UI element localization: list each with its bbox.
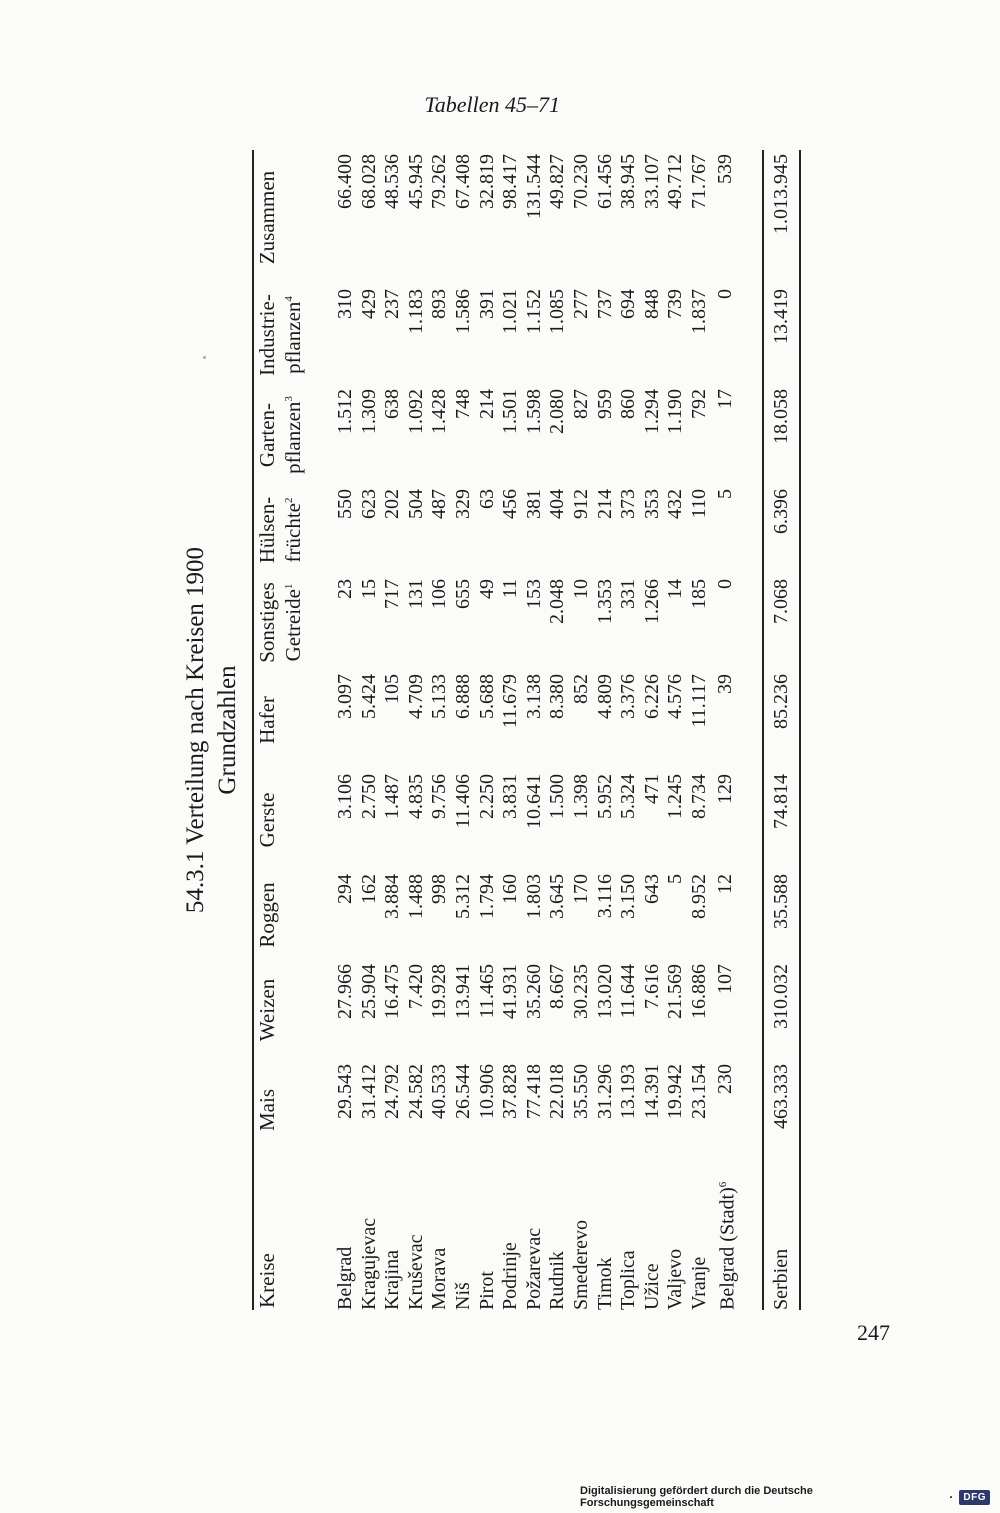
kreis-name: Požarevac [522, 1227, 545, 1310]
table-cell: 131.544 [522, 154, 545, 219]
table-cell: 310 [334, 289, 356, 319]
total-label: Serbien [763, 1160, 801, 1310]
table-cell: 70.230 [569, 154, 592, 209]
table-cell: 277 [569, 289, 592, 319]
table-cell: 230 [713, 1064, 736, 1094]
table-cell: 643 [640, 874, 663, 904]
table-cell: 10.906 [475, 1064, 498, 1119]
column-header [253, 870, 334, 960]
table-cell: 1.428 [428, 389, 451, 434]
table-cell: 49.712 [664, 154, 687, 209]
table-cell: 429 [357, 289, 380, 319]
table-cell: 4.835 [404, 774, 427, 819]
row-label [712, 1160, 740, 1310]
table-cell: 10 [569, 579, 592, 599]
table-cell: 7.616 [640, 964, 663, 1009]
table-cell: 655 [451, 579, 474, 609]
table-cell: 1.190 [664, 389, 687, 434]
table-row [452, 150, 476, 1310]
table-cell: 185 [687, 579, 710, 609]
table-cell: 214 [593, 489, 616, 519]
total-cell: 1.013.945 [763, 150, 801, 285]
table-cell: 77.418 [522, 1064, 545, 1119]
kreis-name: Belgrad [334, 1246, 356, 1310]
table-cell: 2.750 [357, 774, 380, 819]
column-header-label: Gerste [255, 792, 279, 848]
table-cell: 959 [593, 389, 616, 419]
column-header [253, 385, 334, 485]
table-row [334, 150, 358, 1310]
column-header-label: Roggen [255, 882, 279, 948]
table-cell: 4.709 [404, 674, 427, 719]
table-cell: 11.465 [475, 964, 498, 1019]
footnote-marker: 4 [283, 296, 295, 302]
table-row [381, 150, 405, 1310]
table-cell: 3.884 [381, 874, 404, 919]
table-cell: 1.266 [640, 579, 663, 624]
total-cell: 310.032 [763, 960, 801, 1060]
table-cell: 5.324 [617, 774, 640, 819]
table-cell: 504 [404, 489, 427, 519]
table-cell: 456 [499, 489, 522, 519]
table-cell: 66.400 [334, 154, 356, 209]
kreis-name: Smederevo [569, 1220, 592, 1310]
table-row [617, 150, 641, 1310]
column-header-label: Kreise [255, 1253, 279, 1308]
table-cell: 30.235 [569, 964, 592, 1019]
table-cell: 717 [381, 579, 404, 609]
table-body [334, 150, 800, 1310]
table-cell: 1.092 [404, 389, 427, 434]
column-header [253, 485, 334, 575]
page-number: 247 [857, 1320, 890, 1345]
table-row [641, 150, 665, 1310]
table-cell: 550 [334, 489, 356, 519]
footnote-marker: 3 [283, 396, 295, 402]
column-header-label: Garten-pflanzen [255, 401, 305, 474]
running-head: Tabellen 45–71 [424, 92, 560, 117]
table-cell: 5.952 [593, 774, 616, 819]
column-header [253, 1160, 334, 1310]
kreis-name: Podrinje [499, 1242, 522, 1310]
table-cell: 153 [522, 579, 545, 609]
total-cell: 13.419 [763, 285, 801, 385]
table-cell: 860 [617, 389, 640, 419]
table-cell: 68.028 [357, 154, 380, 209]
table-cell: 98.417 [499, 154, 522, 209]
table-cell: 623 [357, 489, 380, 519]
row-label [381, 1160, 405, 1310]
table-cell: 1.309 [357, 389, 380, 434]
table-cell: 748 [451, 389, 474, 419]
row-label [476, 1160, 500, 1310]
table-cell: 1.803 [522, 874, 545, 919]
table-cell: 170 [569, 874, 592, 904]
table-cell: 11.117 [687, 674, 710, 728]
table-cell: 25.904 [357, 964, 380, 1019]
table-cell: 1.794 [475, 874, 498, 919]
table-cell: 13.941 [451, 964, 474, 1019]
table-cell: 3.106 [334, 774, 356, 819]
table-row [546, 150, 570, 1310]
footnote-marker: 1 [283, 583, 295, 590]
table-cell: 48.536 [381, 154, 404, 209]
table-cell: 31.412 [357, 1064, 380, 1119]
row-label [358, 1160, 382, 1310]
table-row [664, 150, 688, 1310]
table-cell: 294 [334, 874, 356, 904]
spacer-row [740, 150, 763, 1310]
table-cell: 15 [357, 579, 380, 599]
table-row [594, 150, 618, 1310]
table-cell: 32.819 [475, 154, 498, 209]
column-header [253, 150, 334, 285]
table-cell: 2.080 [546, 389, 569, 434]
kreis-name: Užice [640, 1263, 663, 1310]
row-label [688, 1160, 712, 1310]
table-cell: 17 [713, 389, 736, 409]
table-cell: 12 [713, 874, 736, 894]
table-cell: 4.809 [593, 674, 616, 719]
total-cell: 463.333 [763, 1060, 801, 1160]
table-cell: 23.154 [687, 1064, 710, 1119]
column-header-label: Industrie-pflanzen [255, 294, 305, 376]
table-cell: 61.456 [593, 154, 616, 209]
table-cell: 739 [664, 289, 687, 319]
table-cell: 1.183 [404, 289, 427, 334]
table-row [428, 150, 452, 1310]
table-cell: 131 [404, 579, 427, 609]
footer [580, 1486, 990, 1508]
table-cell: 105 [381, 674, 404, 704]
total-cell: 7.068 [763, 575, 801, 670]
table-cell: 49.827 [546, 154, 569, 209]
footnote-marker: 6 [716, 1181, 729, 1188]
table-cell: 539 [713, 154, 736, 184]
column-header [253, 960, 334, 1060]
table-row [358, 150, 382, 1310]
row-label [452, 1160, 476, 1310]
table-cell: 5 [713, 489, 736, 499]
table-cell: 1.487 [381, 774, 404, 819]
table-cell: 9.756 [428, 774, 451, 819]
table-cell: 162 [357, 874, 380, 904]
table-cell: 5.312 [451, 874, 474, 919]
table-cell: 3.116 [593, 874, 616, 919]
table-cell: 4.576 [664, 674, 687, 719]
table-cell: 160 [499, 874, 522, 904]
table-cell: 8.380 [546, 674, 569, 719]
table-cell: 1.294 [640, 389, 663, 434]
table-cell: 6.226 [640, 674, 663, 719]
kreis-name: Krajina [381, 1250, 404, 1310]
header-row [253, 150, 334, 1310]
column-header [253, 285, 334, 385]
table-cell: 404 [546, 489, 569, 519]
table-cell: 19.942 [664, 1064, 687, 1119]
table-cell: 1.085 [546, 289, 569, 334]
table-cell: 22.018 [546, 1064, 569, 1119]
table-cell: 5 [664, 874, 687, 884]
table-cell: 16.886 [687, 964, 710, 1019]
table-cell: 11.679 [499, 674, 522, 729]
table-cell: 214 [475, 389, 498, 419]
table-cell: 11.644 [617, 964, 640, 1019]
table-cell: 14 [664, 579, 687, 599]
footer-separator: · [949, 1490, 954, 1504]
table-cell: 106 [428, 579, 451, 609]
table-cell: 694 [617, 289, 640, 319]
total-cell: 35.588 [763, 870, 801, 960]
table-subtitle: Grundzahlen [214, 665, 241, 795]
table-cell: 49 [475, 579, 498, 599]
table-row [476, 150, 500, 1310]
row-label [523, 1160, 547, 1310]
table-cell: 373 [617, 489, 640, 519]
kreis-name: Toplica [617, 1250, 640, 1310]
table-cell: 1.245 [664, 774, 687, 819]
table-cell: 110 [687, 489, 710, 519]
table-cell: 23 [334, 579, 356, 599]
table-row [712, 150, 740, 1310]
table-cell: 487 [428, 489, 451, 519]
total-row [763, 150, 801, 1310]
table-row [523, 150, 547, 1310]
table-cell: 0 [713, 579, 736, 589]
table-cell: 638 [381, 389, 404, 419]
total-cell: 18.058 [763, 385, 801, 485]
row-label [641, 1160, 665, 1310]
kreis-name: Kragujevac [357, 1217, 380, 1310]
column-header [253, 1060, 334, 1160]
table-cell: 1.500 [546, 774, 569, 819]
table-cell: 893 [428, 289, 451, 319]
table-cell: 5.424 [357, 674, 380, 719]
table-cell: 107 [713, 964, 736, 994]
table-cell: 27.966 [334, 964, 356, 1019]
column-header [253, 670, 334, 770]
table-cell: 1.021 [499, 289, 522, 334]
table-cell: 39 [713, 674, 736, 694]
table-cell: 29.543 [334, 1064, 356, 1119]
table-cell: 391 [475, 289, 498, 319]
row-label [428, 1160, 452, 1310]
row-label [570, 1160, 594, 1310]
rotated-table-block [180, 150, 800, 1310]
dfg-logo-icon: DFG [959, 1490, 990, 1505]
kreis-name: Morava [428, 1247, 451, 1310]
table-cell: 1.598 [522, 389, 545, 434]
table-cell: 24.582 [404, 1064, 427, 1119]
row-label [617, 1160, 641, 1310]
table-cell: 1.152 [522, 289, 545, 334]
table-cell: 202 [381, 489, 404, 519]
table-cell: 14.391 [640, 1064, 663, 1119]
column-header-label: Mais [255, 1089, 279, 1131]
table-cell: 67.408 [451, 154, 474, 209]
table-cell: 3.831 [499, 774, 522, 819]
column-header [253, 575, 334, 670]
total-cell: 85.236 [763, 670, 801, 770]
table-cell: 37.828 [499, 1064, 522, 1119]
kreis-name: Kruševac [404, 1234, 427, 1310]
column-header-label: Sonstiges Getreide [255, 582, 305, 663]
row-label [499, 1160, 523, 1310]
spacer-cell [740, 150, 763, 1310]
table-cell: 3.138 [522, 674, 545, 719]
column-header-label: Zusammen [255, 170, 279, 265]
row-label [664, 1160, 688, 1310]
table-cell: 71.767 [687, 154, 710, 209]
table-cell: 827 [569, 389, 592, 419]
table-cell: 16.475 [381, 964, 404, 1019]
table-cell: 792 [687, 389, 710, 419]
table-title: 54.3.1 Verteilung nach Kreisen 1900 [182, 546, 209, 914]
table-row [405, 150, 429, 1310]
table-cell: 1.837 [687, 289, 710, 334]
table-cell: 40.533 [428, 1064, 451, 1119]
table-cell: 24.792 [381, 1064, 404, 1119]
table-cell: 471 [640, 774, 663, 804]
table-cell: 1.398 [569, 774, 592, 819]
column-header-label: Weizen [255, 978, 279, 1042]
kreis-name: Valjevo [664, 1248, 687, 1310]
column-header [253, 770, 334, 870]
table-cell: 737 [593, 289, 616, 319]
table-cell: 2.048 [546, 579, 569, 624]
table-row [499, 150, 523, 1310]
table-cell: 21.569 [664, 964, 687, 1019]
table-cell: 8.734 [687, 774, 710, 819]
total-cell: 74.814 [763, 770, 801, 870]
table-cell: 41.931 [499, 964, 522, 1019]
table-cell: 31.296 [593, 1064, 616, 1119]
table-cell: 7.420 [404, 964, 427, 1009]
table-cell: 331 [617, 579, 640, 609]
table-cell: 852 [569, 674, 592, 704]
table-cell: 1.353 [593, 579, 616, 624]
column-header-label: Hülsen-früchte [255, 496, 305, 564]
total-cell: 6.396 [763, 485, 801, 575]
table-cell: 329 [451, 489, 474, 519]
table-cell: 8.952 [687, 874, 710, 919]
table-cell: 0 [713, 289, 736, 299]
table-cell: 79.262 [428, 154, 451, 209]
table-cell: 63 [475, 489, 498, 509]
table-cell: 45.945 [404, 154, 427, 209]
table-cell: 19.928 [428, 964, 451, 1019]
table-cell: 353 [640, 489, 663, 519]
table-cell: 1.501 [499, 389, 522, 434]
table-cell: 1.512 [334, 389, 356, 434]
kreis-name: Timok [593, 1257, 616, 1310]
row-label [546, 1160, 570, 1310]
table-cell: 848 [640, 289, 663, 319]
column-header-label: Hafer [255, 696, 279, 744]
row-label [334, 1160, 358, 1310]
table-cell: 13.193 [617, 1064, 640, 1119]
kreis-name: Niš [451, 1282, 474, 1310]
table-cell: 11 [499, 579, 522, 599]
table-cell: 38.945 [617, 154, 640, 209]
data-table [252, 150, 801, 1310]
table-cell: 26.544 [451, 1064, 474, 1119]
table-cell: 5.133 [428, 674, 451, 719]
table-cell: 1.488 [404, 874, 427, 919]
kreis-name: Rudnik [546, 1251, 569, 1310]
table-cell: 3.097 [334, 674, 356, 719]
table-row [688, 150, 712, 1310]
row-label [594, 1160, 618, 1310]
table-cell: 998 [428, 874, 451, 904]
footnote-marker: 2 [283, 497, 295, 504]
table-cell: 13.020 [593, 964, 616, 1019]
table-cell: 2.250 [475, 774, 498, 819]
table-cell: 432 [664, 489, 687, 519]
table-row [570, 150, 594, 1310]
table-cell: 237 [381, 289, 404, 319]
table-cell: 8.667 [546, 964, 569, 1009]
table-cell: 11.406 [451, 774, 474, 829]
table-cell: 35.260 [522, 964, 545, 1019]
table-cell: 381 [522, 489, 545, 519]
table-cell: 3.645 [546, 874, 569, 919]
table-cell: 3.376 [617, 674, 640, 719]
kreis-name: Pirot [475, 1271, 498, 1310]
table-cell: 35.550 [569, 1064, 592, 1119]
footer-text: Digitalisierung gefördert durch die Deutsche Forschungsgemeinschaft [580, 1485, 813, 1509]
table-cell: 3.150 [617, 874, 640, 919]
table-cell: 33.107 [640, 154, 663, 209]
table-cell: 5.688 [475, 674, 498, 719]
kreis-name: Belgrad (Stadt) [716, 1187, 739, 1310]
table-cell: 10.641 [522, 774, 545, 829]
table-cell: 6.888 [451, 674, 474, 719]
kreis-name: Vranje [687, 1256, 710, 1310]
row-label [405, 1160, 429, 1310]
table-cell: 912 [569, 489, 592, 519]
table-cell: 129 [713, 774, 736, 804]
table-cell: 1.586 [451, 289, 474, 334]
